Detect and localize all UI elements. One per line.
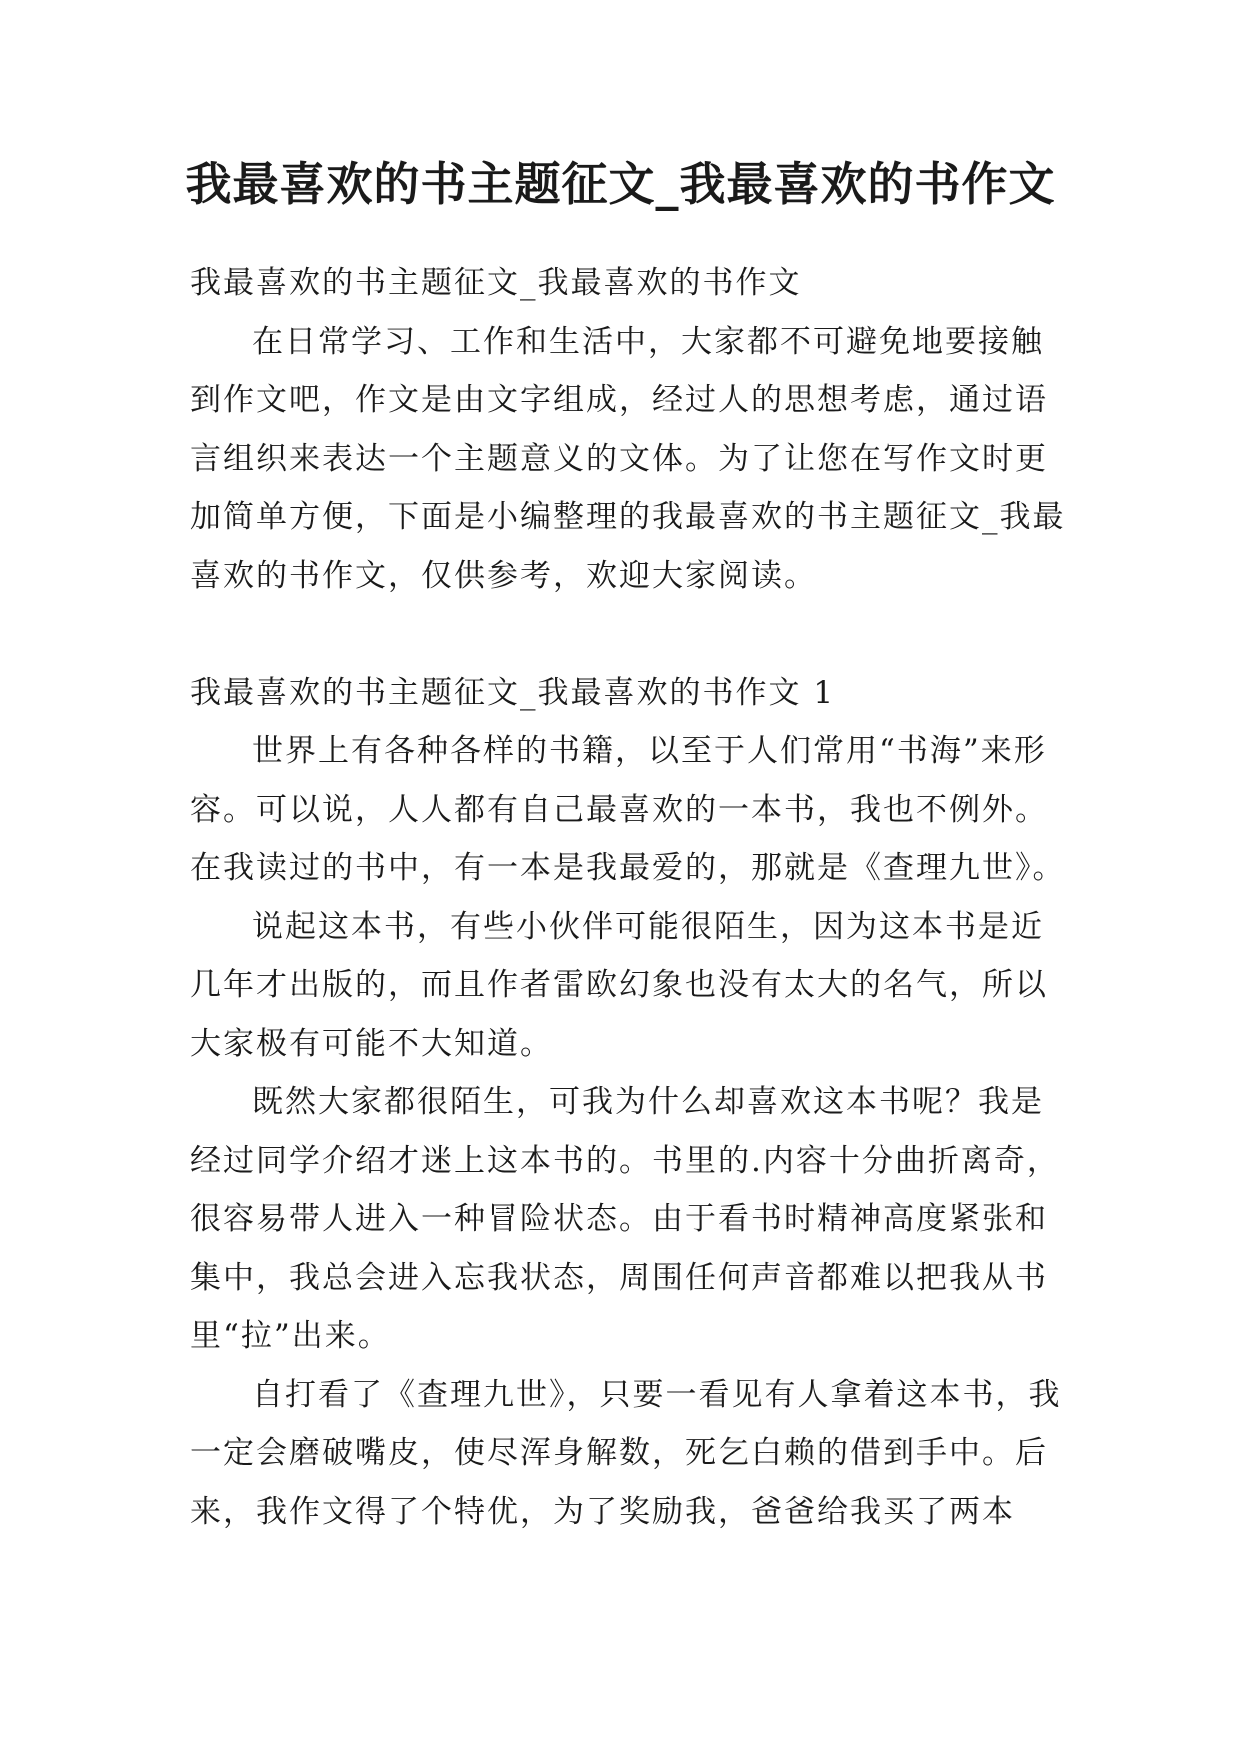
body-paragraph: 既然大家都很陌生，可我为什么却喜欢这本书呢？我是经过同学介绍才迷上这本书的。书里的.内容十分曲折离奇，很容易带人进入一种冒险状态。由于看书时精神高度紧张和集中，我总会进入忘我状态，周围任何声音都难以把我从书里“拉”出来。 [190, 1084, 1060, 1354]
body-paragraph: 世界上有各种各样的书籍，以至于人们常用“书海”来形容。可以说，人人都有自己最喜欢的一本书，我也不例外。在我读过的书中，有一本是我最爱的，那就是《查理九世》。 [190, 733, 1066, 886]
intro-paragraph: 在日常学习、工作和生活中，大家都不可避免地要接触到作文吧，作文是由文字组成，经过人的思想考虑，通过语言组织来表达一个主题意义的文体。为了让您在写作文时更加简单方便，下面是小编整理的我最喜欢的书主题征文_我最喜欢的书作文，仅供参考，欢迎大家阅读。 [190, 323, 1066, 594]
paragraph-gap [190, 605, 1070, 664]
intro-heading: 我最喜欢的书主题征文_我最喜欢的书作文 [190, 265, 802, 301]
document-body [190, 254, 1070, 1541]
document-title: 我最喜欢的书主题征文_我最喜欢的书作文 [185, 157, 1056, 211]
body-paragraph: 自打看了《查理九世》，只要一看见有人拿着这本书，我一定会磨破嘴皮，使尽浑身解数，死乞白赖的借到手中。后来，我作文得了个特优，为了奖励我，爸爸给我买了两本 [190, 1376, 1062, 1530]
body-paragraph: 说起这本书，有些小伙伴可能很陌生，因为这本书是近几年才出版的，而且作者雷欧幻象也没有太大的名气，所以大家极有可能不大知道。 [190, 908, 1048, 1062]
section-heading: 我最喜欢的书主题征文_我最喜欢的书作文 1 [190, 674, 836, 711]
